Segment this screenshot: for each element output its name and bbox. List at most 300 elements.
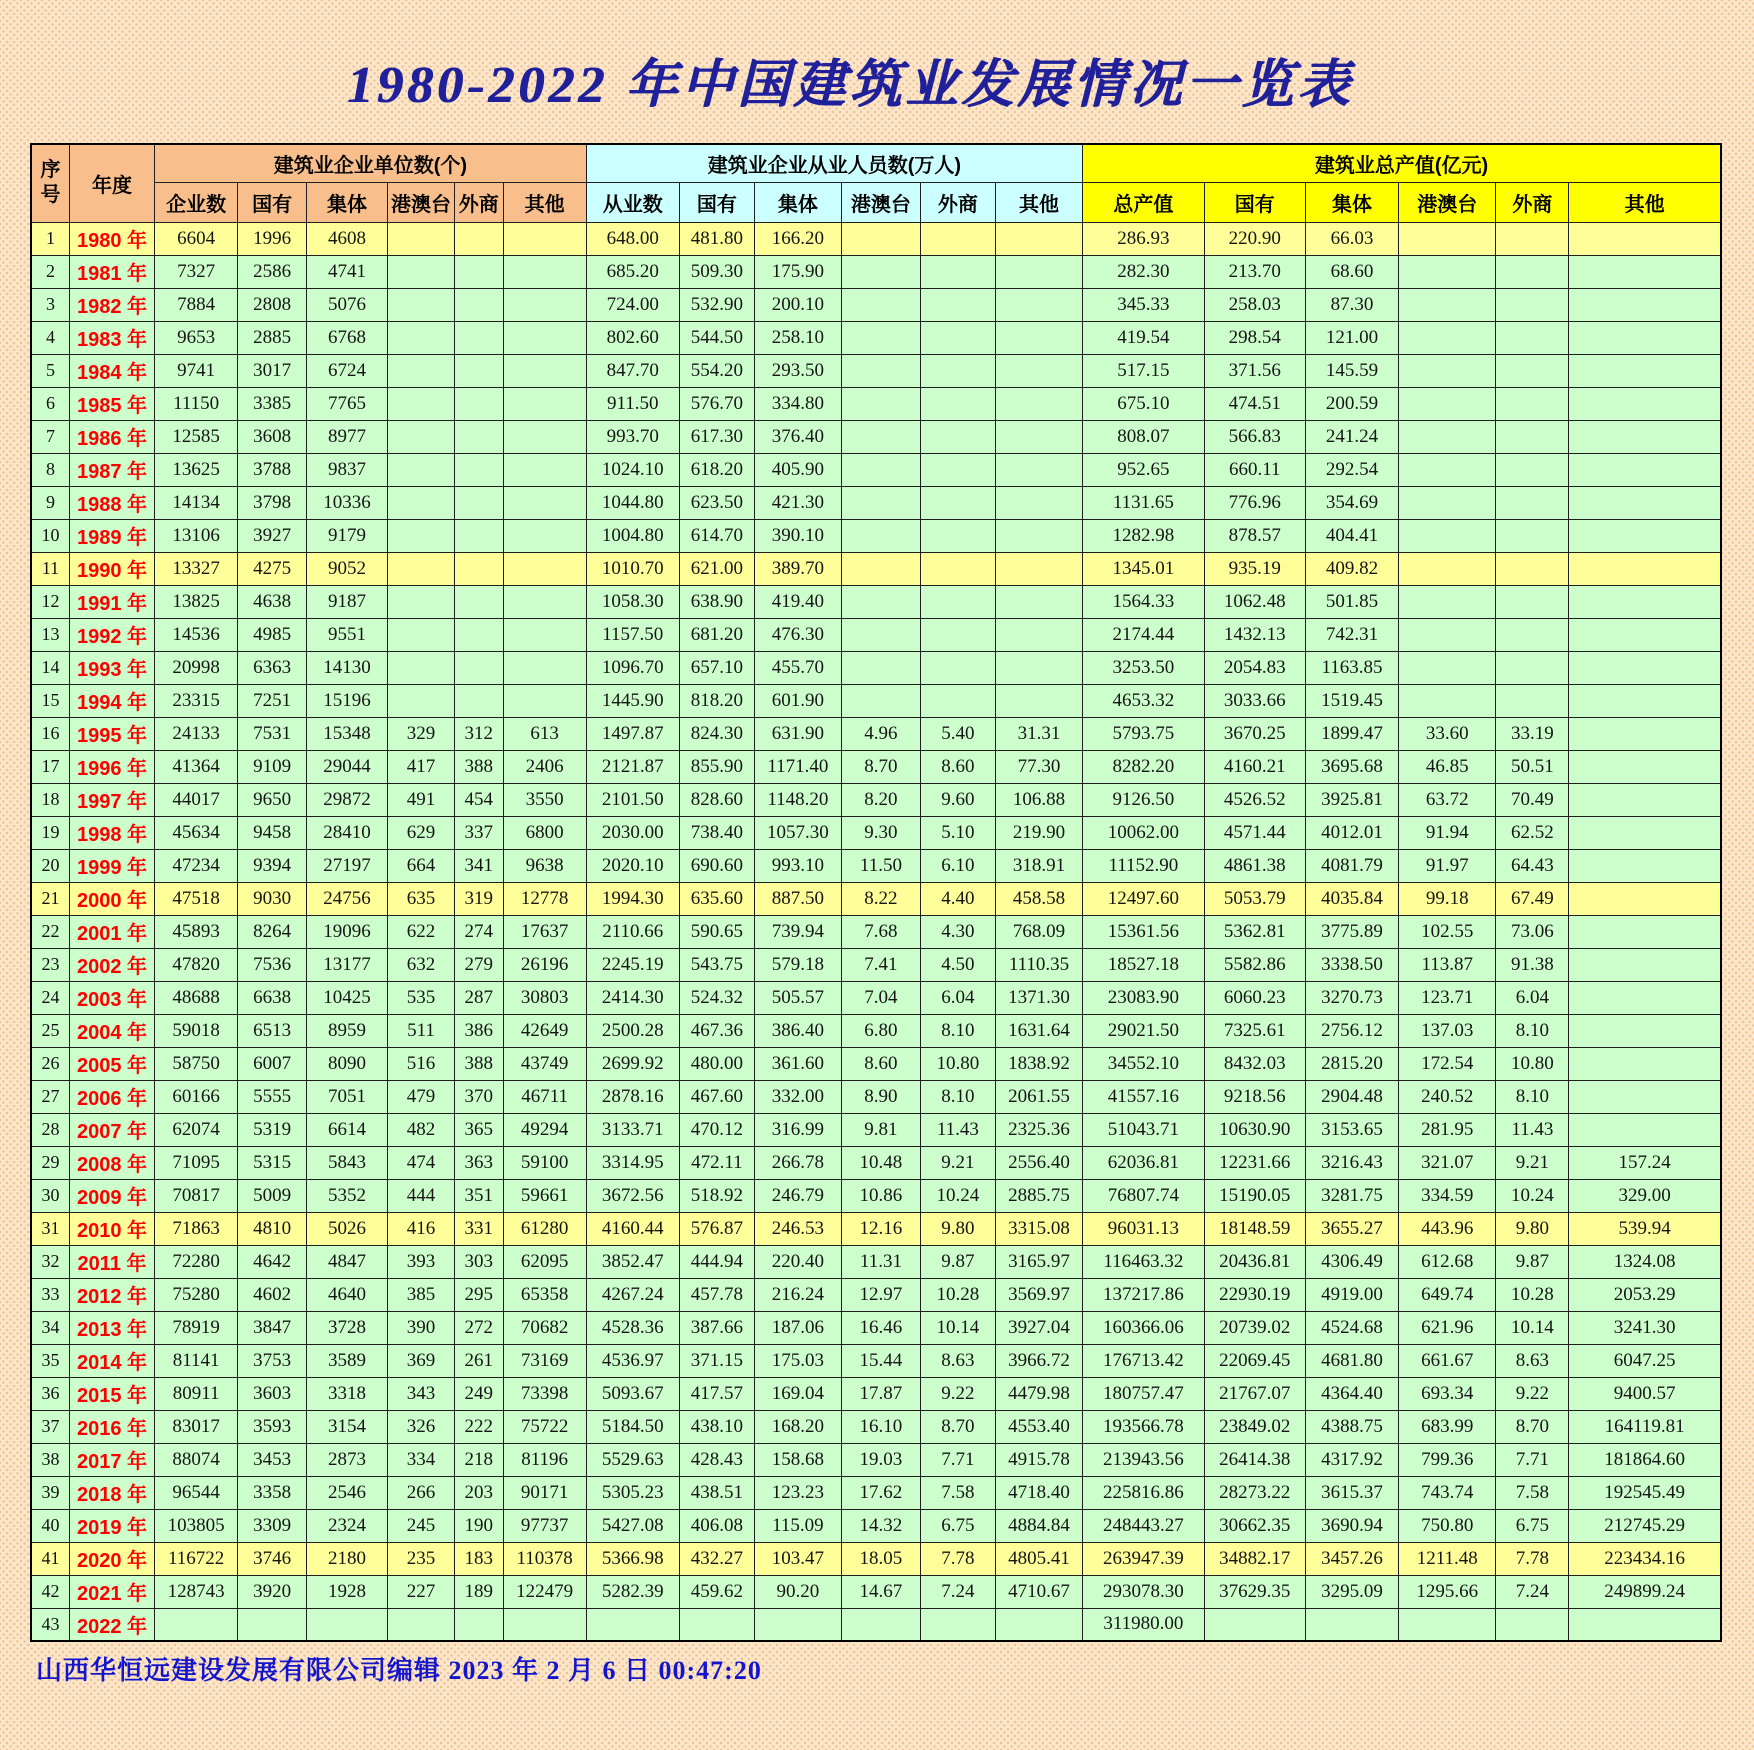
data-cell: 29021.50 <box>1083 1014 1205 1047</box>
row-number-cell: 37 <box>31 1410 69 1443</box>
data-cell: 12585 <box>155 420 238 453</box>
data-cell <box>841 288 920 321</box>
table-row <box>31 387 1721 420</box>
data-cell <box>1496 255 1569 288</box>
row-number-cell: 29 <box>31 1146 69 1179</box>
data-cell: 419.40 <box>754 585 841 618</box>
data-cell <box>454 255 503 288</box>
data-cell: 601.90 <box>754 684 841 717</box>
data-cell: 41364 <box>155 750 238 783</box>
data-cell <box>920 618 995 651</box>
data-cell: 1838.92 <box>995 1047 1082 1080</box>
data-cell: 660.11 <box>1204 453 1305 486</box>
data-cell: 470.12 <box>679 1113 754 1146</box>
data-cell <box>1496 651 1569 684</box>
data-cell: 10.14 <box>1496 1311 1569 1344</box>
data-cell: 2053.29 <box>1569 1278 1721 1311</box>
data-cell: 3920 <box>238 1575 307 1608</box>
data-cell: 123.23 <box>754 1476 841 1509</box>
data-cell <box>1569 717 1721 750</box>
data-cell: 386 <box>454 1014 503 1047</box>
row-number-cell: 40 <box>31 1509 69 1542</box>
data-cell: 7.04 <box>841 981 920 1014</box>
year-cell: 1980 年 <box>69 222 154 255</box>
data-cell: 9218.56 <box>1204 1080 1305 1113</box>
data-cell <box>920 255 995 288</box>
data-cell: 334.80 <box>754 387 841 420</box>
year-cell: 2009 年 <box>69 1179 154 1212</box>
data-cell <box>1496 1608 1569 1641</box>
data-cell: 3966.72 <box>995 1344 1082 1377</box>
data-cell: 6614 <box>307 1113 388 1146</box>
data-cell: 818.20 <box>679 684 754 717</box>
data-cell <box>995 585 1082 618</box>
data-cell: 9.87 <box>1496 1245 1569 1278</box>
data-cell <box>388 552 455 585</box>
data-cell: 664 <box>388 849 455 882</box>
data-cell: 216.24 <box>754 1278 841 1311</box>
data-cell <box>454 519 503 552</box>
data-cell: 4160.21 <box>1204 750 1305 783</box>
year-cell: 1990 年 <box>69 552 154 585</box>
data-cell <box>1569 1080 1721 1113</box>
data-cell: 878.57 <box>1204 519 1305 552</box>
data-cell: 4608 <box>307 222 388 255</box>
data-cell: 3589 <box>307 1344 388 1377</box>
row-number-cell: 21 <box>31 882 69 915</box>
data-cell: 4.96 <box>841 717 920 750</box>
data-cell: 1004.80 <box>586 519 679 552</box>
data-cell <box>1569 255 1721 288</box>
data-cell: 225816.86 <box>1083 1476 1205 1509</box>
data-cell: 7051 <box>307 1080 388 1113</box>
data-cell: 30662.35 <box>1204 1509 1305 1542</box>
data-cell: 12.16 <box>841 1212 920 1245</box>
table-row <box>31 1311 1721 1344</box>
data-cell: 3775.89 <box>1305 915 1398 948</box>
data-cell: 2324 <box>307 1509 388 1542</box>
column-header: 集体 <box>307 182 388 222</box>
data-cell <box>841 585 920 618</box>
data-cell: 316.99 <box>754 1113 841 1146</box>
data-cell <box>1569 552 1721 585</box>
data-cell: 15.44 <box>841 1344 920 1377</box>
data-cell <box>1399 387 1496 420</box>
data-cell: 3253.50 <box>1083 651 1205 684</box>
data-cell: 4710.67 <box>995 1575 1082 1608</box>
data-cell: 44017 <box>155 783 238 816</box>
row-number-cell: 22 <box>31 915 69 948</box>
data-cell: 828.60 <box>679 783 754 816</box>
data-cell: 5.40 <box>920 717 995 750</box>
row-number-cell: 27 <box>31 1080 69 1113</box>
data-cell: 371.15 <box>679 1344 754 1377</box>
data-cell: 9394 <box>238 849 307 882</box>
data-cell: 321.07 <box>1399 1146 1496 1179</box>
data-cell <box>1569 420 1721 453</box>
year-cell: 2005 年 <box>69 1047 154 1080</box>
data-cell: 8090 <box>307 1047 388 1080</box>
data-cell: 3615.37 <box>1305 1476 1398 1509</box>
data-cell: 9653 <box>155 321 238 354</box>
data-cell <box>920 519 995 552</box>
data-cell <box>995 222 1082 255</box>
data-cell: 681.20 <box>679 618 754 651</box>
data-cell: 351 <box>454 1179 503 1212</box>
data-cell: 4267.24 <box>586 1278 679 1311</box>
data-cell <box>920 321 995 354</box>
data-cell: 70.49 <box>1496 783 1569 816</box>
data-cell <box>1569 222 1721 255</box>
data-cell: 1058.30 <box>586 585 679 618</box>
data-cell: 7.71 <box>920 1443 995 1476</box>
data-cell: 4718.40 <box>995 1476 1082 1509</box>
data-cell: 34552.10 <box>1083 1047 1205 1080</box>
data-cell: 4.30 <box>920 915 995 948</box>
row-number-cell: 42 <box>31 1575 69 1608</box>
data-cell: 168.20 <box>754 1410 841 1443</box>
data-cell: 3453 <box>238 1443 307 1476</box>
data-cell: 6.75 <box>1496 1509 1569 1542</box>
data-cell: 6047.25 <box>1569 1344 1721 1377</box>
data-cell: 390 <box>388 1311 455 1344</box>
data-cell: 9.30 <box>841 816 920 849</box>
data-cell <box>1399 585 1496 618</box>
data-cell <box>1204 1608 1305 1641</box>
data-cell: 4861.38 <box>1204 849 1305 882</box>
data-cell: 9650 <box>238 783 307 816</box>
construction-industry-table <box>30 143 1722 1642</box>
data-cell: 376.40 <box>754 420 841 453</box>
data-cell: 1432.13 <box>1204 618 1305 651</box>
data-cell: 13825 <box>155 585 238 618</box>
data-cell: 4653.32 <box>1083 684 1205 717</box>
editor-credit-footer: 山西华恒远建设发展有限公司编辑 2023 年 2 月 6 日 00:47:20 <box>36 1656 762 1685</box>
data-cell <box>503 585 586 618</box>
data-cell <box>388 585 455 618</box>
data-cell: 993.70 <box>586 420 679 453</box>
data-cell <box>841 519 920 552</box>
data-cell: 17.62 <box>841 1476 920 1509</box>
data-cell <box>155 1608 238 1641</box>
data-cell: 7327 <box>155 255 238 288</box>
data-cell: 6060.23 <box>1204 981 1305 1014</box>
data-cell: 11150 <box>155 387 238 420</box>
year-cell: 1981 年 <box>69 255 154 288</box>
data-cell: 246.79 <box>754 1179 841 1212</box>
column-header: 国有 <box>679 182 754 222</box>
data-cell: 6604 <box>155 222 238 255</box>
data-cell: 1295.66 <box>1399 1575 1496 1608</box>
data-cell: 9551 <box>307 618 388 651</box>
data-cell: 1057.30 <box>754 816 841 849</box>
data-cell: 27197 <box>307 849 388 882</box>
data-cell: 517.15 <box>1083 354 1205 387</box>
data-cell <box>388 453 455 486</box>
data-cell: 8.20 <box>841 783 920 816</box>
data-cell <box>454 387 503 420</box>
table-row <box>31 486 1721 519</box>
data-cell: 261 <box>454 1344 503 1377</box>
column-header: 国有 <box>1204 182 1305 222</box>
data-cell: 3309 <box>238 1509 307 1542</box>
data-cell: 8.22 <box>841 882 920 915</box>
data-cell: 81141 <box>155 1344 238 1377</box>
data-cell <box>1399 288 1496 321</box>
data-cell <box>1569 981 1721 1014</box>
data-cell: 1899.47 <box>1305 717 1398 750</box>
data-cell: 2061.55 <box>995 1080 1082 1113</box>
data-cell: 73.06 <box>1496 915 1569 948</box>
data-cell: 11.50 <box>841 849 920 882</box>
data-cell: 47518 <box>155 882 238 915</box>
data-cell: 3603 <box>238 1377 307 1410</box>
data-cell: 416 <box>388 1212 455 1245</box>
data-cell: 213.70 <box>1204 255 1305 288</box>
row-number-cell: 25 <box>31 1014 69 1047</box>
data-cell: 334.59 <box>1399 1179 1496 1212</box>
data-cell: 106.88 <box>995 783 1082 816</box>
data-cell: 15190.05 <box>1204 1179 1305 1212</box>
data-cell: 2873 <box>307 1443 388 1476</box>
data-cell: 249 <box>454 1377 503 1410</box>
table-row <box>31 849 1721 882</box>
year-cell: 1995 年 <box>69 717 154 750</box>
year-cell: 2015 年 <box>69 1377 154 1410</box>
table-row <box>31 750 1721 783</box>
data-cell: 11.43 <box>1496 1113 1569 1146</box>
data-cell: 808.07 <box>1083 420 1205 453</box>
data-cell <box>503 618 586 651</box>
data-cell: 7325.61 <box>1204 1014 1305 1047</box>
data-cell <box>841 486 920 519</box>
row-number-cell: 9 <box>31 486 69 519</box>
year-cell: 2020 年 <box>69 1542 154 1575</box>
data-cell: 47820 <box>155 948 238 981</box>
data-cell: 6638 <box>238 981 307 1014</box>
data-cell <box>503 684 586 717</box>
row-number-cell: 5 <box>31 354 69 387</box>
data-cell: 524.32 <box>679 981 754 1014</box>
data-cell: 1096.70 <box>586 651 679 684</box>
corner-header: 序号 <box>31 144 69 222</box>
data-cell: 693.34 <box>1399 1377 1496 1410</box>
data-cell: 2500.28 <box>586 1014 679 1047</box>
data-cell: 2885.75 <box>995 1179 1082 1212</box>
data-cell <box>454 453 503 486</box>
table-row <box>31 1014 1721 1047</box>
data-cell: 292.54 <box>1305 453 1398 486</box>
data-cell: 3753 <box>238 1344 307 1377</box>
data-cell: 1996 <box>238 222 307 255</box>
data-cell <box>1496 321 1569 354</box>
data-cell: 2101.50 <box>586 783 679 816</box>
data-cell <box>920 354 995 387</box>
data-cell: 183 <box>454 1542 503 1575</box>
data-cell: 7884 <box>155 288 238 321</box>
year-cell: 1992 年 <box>69 618 154 651</box>
data-cell: 31.31 <box>995 717 1082 750</box>
data-cell <box>503 486 586 519</box>
data-cell <box>995 552 1082 585</box>
data-cell: 200.59 <box>1305 387 1398 420</box>
data-cell: 66.03 <box>1305 222 1398 255</box>
data-cell: 8.10 <box>1496 1080 1569 1113</box>
data-cell: 479 <box>388 1080 455 1113</box>
data-cell: 26414.38 <box>1204 1443 1305 1476</box>
row-number-cell: 14 <box>31 651 69 684</box>
data-cell: 2180 <box>307 1542 388 1575</box>
data-cell: 311980.00 <box>1083 1608 1205 1641</box>
page-title: 1980-2022 年中国建筑业发展情况一览表 <box>346 57 1354 114</box>
data-cell: 337 <box>454 816 503 849</box>
data-cell: 60166 <box>155 1080 238 1113</box>
data-cell: 62095 <box>503 1245 586 1278</box>
data-cell: 4388.75 <box>1305 1410 1398 1443</box>
data-cell <box>920 684 995 717</box>
data-cell <box>1569 783 1721 816</box>
data-cell <box>841 321 920 354</box>
data-cell <box>841 1608 920 1641</box>
data-cell: 8282.20 <box>1083 750 1205 783</box>
data-cell <box>1496 453 1569 486</box>
data-cell: 3216.43 <box>1305 1146 1398 1179</box>
table-row <box>31 1146 1721 1179</box>
data-cell: 341 <box>454 849 503 882</box>
data-cell: 180757.47 <box>1083 1377 1205 1410</box>
data-cell: 287 <box>454 981 503 1014</box>
year-cell: 2003 年 <box>69 981 154 1014</box>
data-cell <box>1569 882 1721 915</box>
data-cell: 2054.83 <box>1204 651 1305 684</box>
data-cell: 4364.40 <box>1305 1377 1398 1410</box>
year-column-header: 年度 <box>69 144 154 222</box>
year-cell: 1997 年 <box>69 783 154 816</box>
data-cell: 3672.56 <box>586 1179 679 1212</box>
data-cell: 474.51 <box>1204 387 1305 420</box>
data-cell: 3385 <box>238 387 307 420</box>
data-cell: 3847 <box>238 1311 307 1344</box>
row-number-cell: 12 <box>31 585 69 618</box>
data-cell: 295 <box>454 1278 503 1311</box>
table-row <box>31 948 1721 981</box>
data-cell: 2030.00 <box>586 816 679 849</box>
row-number-cell: 11 <box>31 552 69 585</box>
data-cell <box>1569 1014 1721 1047</box>
table-row <box>31 684 1721 717</box>
data-cell: 172.54 <box>1399 1047 1496 1080</box>
data-cell <box>679 1608 754 1641</box>
data-cell: 8.60 <box>920 750 995 783</box>
data-cell: 266 <box>388 1476 455 1509</box>
data-cell: 444.94 <box>679 1245 754 1278</box>
year-cell: 2002 年 <box>69 948 154 981</box>
data-cell: 3241.30 <box>1569 1311 1721 1344</box>
data-cell: 8.70 <box>1496 1410 1569 1443</box>
data-cell: 4602 <box>238 1278 307 1311</box>
column-header: 外商 <box>1496 182 1569 222</box>
data-cell: 2245.19 <box>586 948 679 981</box>
data-cell: 7536 <box>238 948 307 981</box>
data-cell <box>920 552 995 585</box>
data-cell: 535 <box>388 981 455 1014</box>
data-cell: 467.60 <box>679 1080 754 1113</box>
data-cell: 123.71 <box>1399 981 1496 1014</box>
data-cell <box>503 1608 586 1641</box>
data-cell: 6363 <box>238 651 307 684</box>
data-cell: 176713.42 <box>1083 1344 1205 1377</box>
table-row <box>31 882 1721 915</box>
data-cell: 661.67 <box>1399 1344 1496 1377</box>
data-cell <box>388 618 455 651</box>
data-cell: 847.70 <box>586 354 679 387</box>
data-cell: 2699.92 <box>586 1047 679 1080</box>
row-number-cell: 35 <box>31 1344 69 1377</box>
data-cell: 5555 <box>238 1080 307 1113</box>
column-header: 国有 <box>238 182 307 222</box>
row-number-cell: 20 <box>31 849 69 882</box>
data-cell <box>1496 519 1569 552</box>
data-cell: 5319 <box>238 1113 307 1146</box>
data-cell: 623.50 <box>679 486 754 519</box>
year-cell: 2016 年 <box>69 1410 154 1443</box>
data-cell <box>1496 486 1569 519</box>
data-cell: 263947.39 <box>1083 1542 1205 1575</box>
data-cell: 103805 <box>155 1509 238 1542</box>
data-cell: 539.94 <box>1569 1212 1721 1245</box>
data-cell: 2406 <box>503 750 586 783</box>
data-cell: 4638 <box>238 585 307 618</box>
data-cell <box>1399 651 1496 684</box>
data-cell: 63.72 <box>1399 783 1496 816</box>
column-header: 港澳台 <box>841 182 920 222</box>
data-cell: 7.58 <box>1496 1476 1569 1509</box>
data-cell: 3314.95 <box>586 1146 679 1179</box>
data-cell <box>1399 453 1496 486</box>
data-cell: 5076 <box>307 288 388 321</box>
data-cell: 935.19 <box>1204 552 1305 585</box>
data-cell: 9.21 <box>920 1146 995 1179</box>
data-cell: 9126.50 <box>1083 783 1205 816</box>
data-cell: 88074 <box>155 1443 238 1476</box>
data-cell: 6.04 <box>1496 981 1569 1014</box>
data-cell: 3728 <box>307 1311 388 1344</box>
data-cell: 887.50 <box>754 882 841 915</box>
data-cell: 388 <box>454 750 503 783</box>
data-cell: 2815.20 <box>1305 1047 1398 1080</box>
data-cell: 649.74 <box>1399 1278 1496 1311</box>
year-cell: 2018 年 <box>69 1476 154 1509</box>
data-cell: 390.10 <box>754 519 841 552</box>
data-cell: 7251 <box>238 684 307 717</box>
data-cell: 169.04 <box>754 1377 841 1410</box>
data-cell: 30803 <box>503 981 586 1014</box>
year-cell: 2000 年 <box>69 882 154 915</box>
table-row <box>31 519 1721 552</box>
data-cell: 5366.98 <box>586 1542 679 1575</box>
data-cell: 11.31 <box>841 1245 920 1278</box>
table-row <box>31 783 1721 816</box>
data-cell <box>1496 585 1569 618</box>
data-cell: 175.90 <box>754 255 841 288</box>
data-cell: 4012.01 <box>1305 816 1398 849</box>
data-cell: 83017 <box>155 1410 238 1443</box>
data-cell: 245 <box>388 1509 455 1542</box>
data-cell <box>841 684 920 717</box>
data-cell <box>841 651 920 684</box>
data-cell: 4642 <box>238 1245 307 1278</box>
year-cell: 1989 年 <box>69 519 154 552</box>
